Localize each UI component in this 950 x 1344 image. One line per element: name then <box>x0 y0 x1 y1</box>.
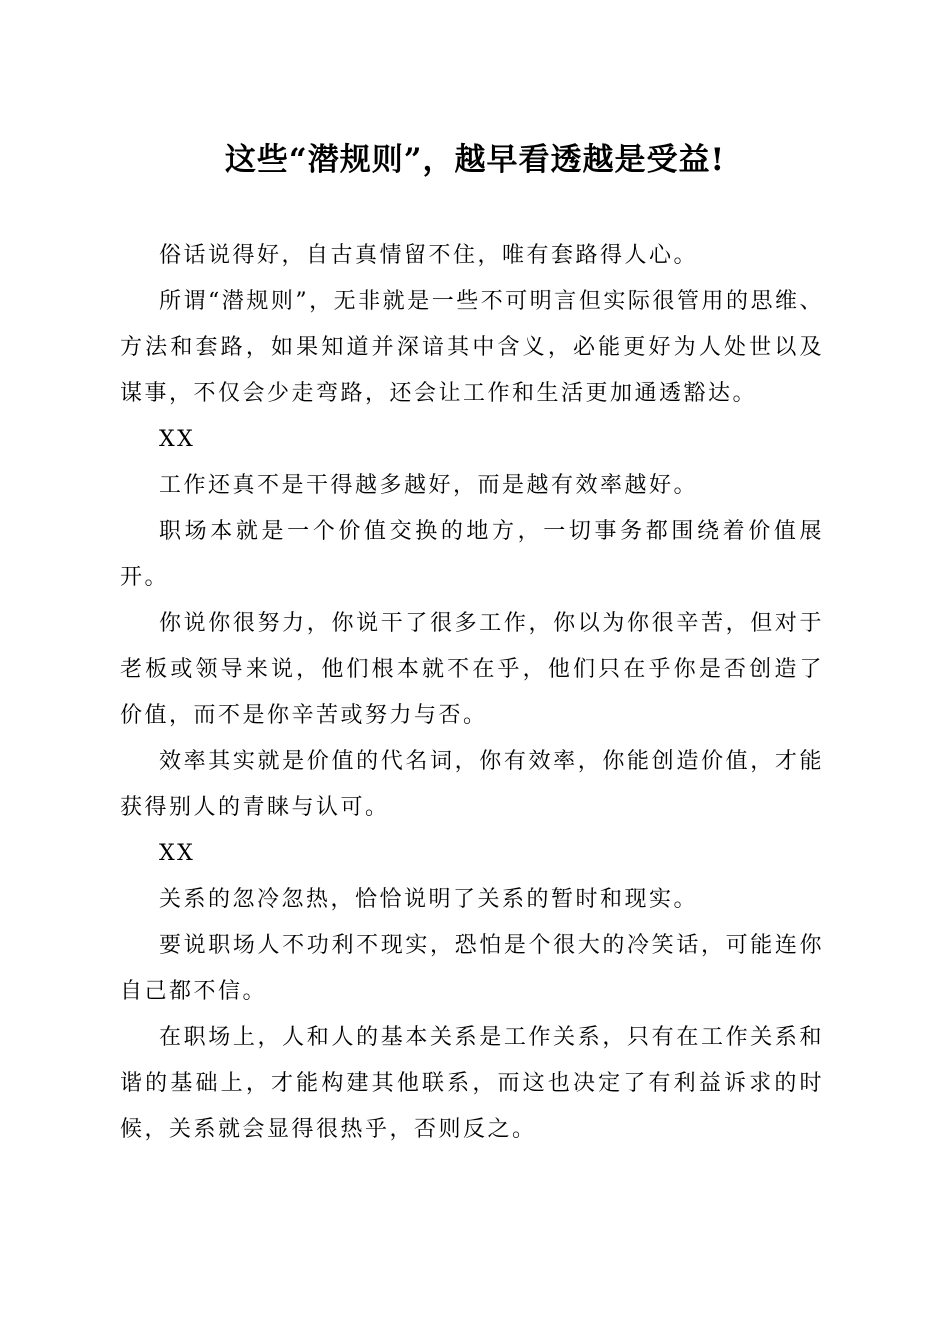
paragraph: 职场本就是一个价值交换的地方，一切事务都围绕着价值展开。 <box>120 519 824 590</box>
paragraph: 要说职场人不功利不现实，恐怕是个很大的冷笑话，可能连你自己都不信。 <box>120 933 824 1004</box>
document-body <box>120 233 824 1153</box>
paragraph: 俗话说得好，自古真情留不住，唯有套路得人心。 <box>159 243 699 268</box>
paragraph: 所谓“潜规则”，无非就是一些不可明言但实际很管用的思维、方法和套路，如果知道并深谙其中含义，必能更好为人处世以及谋事，不仅会少走弯路，还会让工作和生活更加通透豁达。 <box>120 289 824 406</box>
section-marker: XX <box>159 427 196 452</box>
paragraph: 在职场上，人和人的基本关系是工作关系，只有在工作关系和谐的基础上，才能构建其他联系，而这也决定了有利益诉求的时候，关系就会显得很热乎，否则反之。 <box>120 1025 824 1142</box>
document-title: 这些“潜规则”，越早看透越是受益! <box>224 142 726 178</box>
paragraph: 关系的忽冷忽热，恰恰说明了关系的暂时和现实。 <box>159 887 699 912</box>
section-marker: XX <box>159 841 196 866</box>
paragraph: 工作还真不是干得越多越好，而是越有效率越好。 <box>159 473 699 498</box>
paragraph: 你说你很努力，你说干了很多工作，你以为你很辛苦，但对于老板或领导来说，他们根本就不在乎，他们只在乎你是否创造了价值，而不是你辛苦或努力与否。 <box>120 611 824 728</box>
paragraph: 效率其实就是价值的代名词，你有效率，你能创造价值，才能获得别人的青睐与认可。 <box>120 749 824 820</box>
